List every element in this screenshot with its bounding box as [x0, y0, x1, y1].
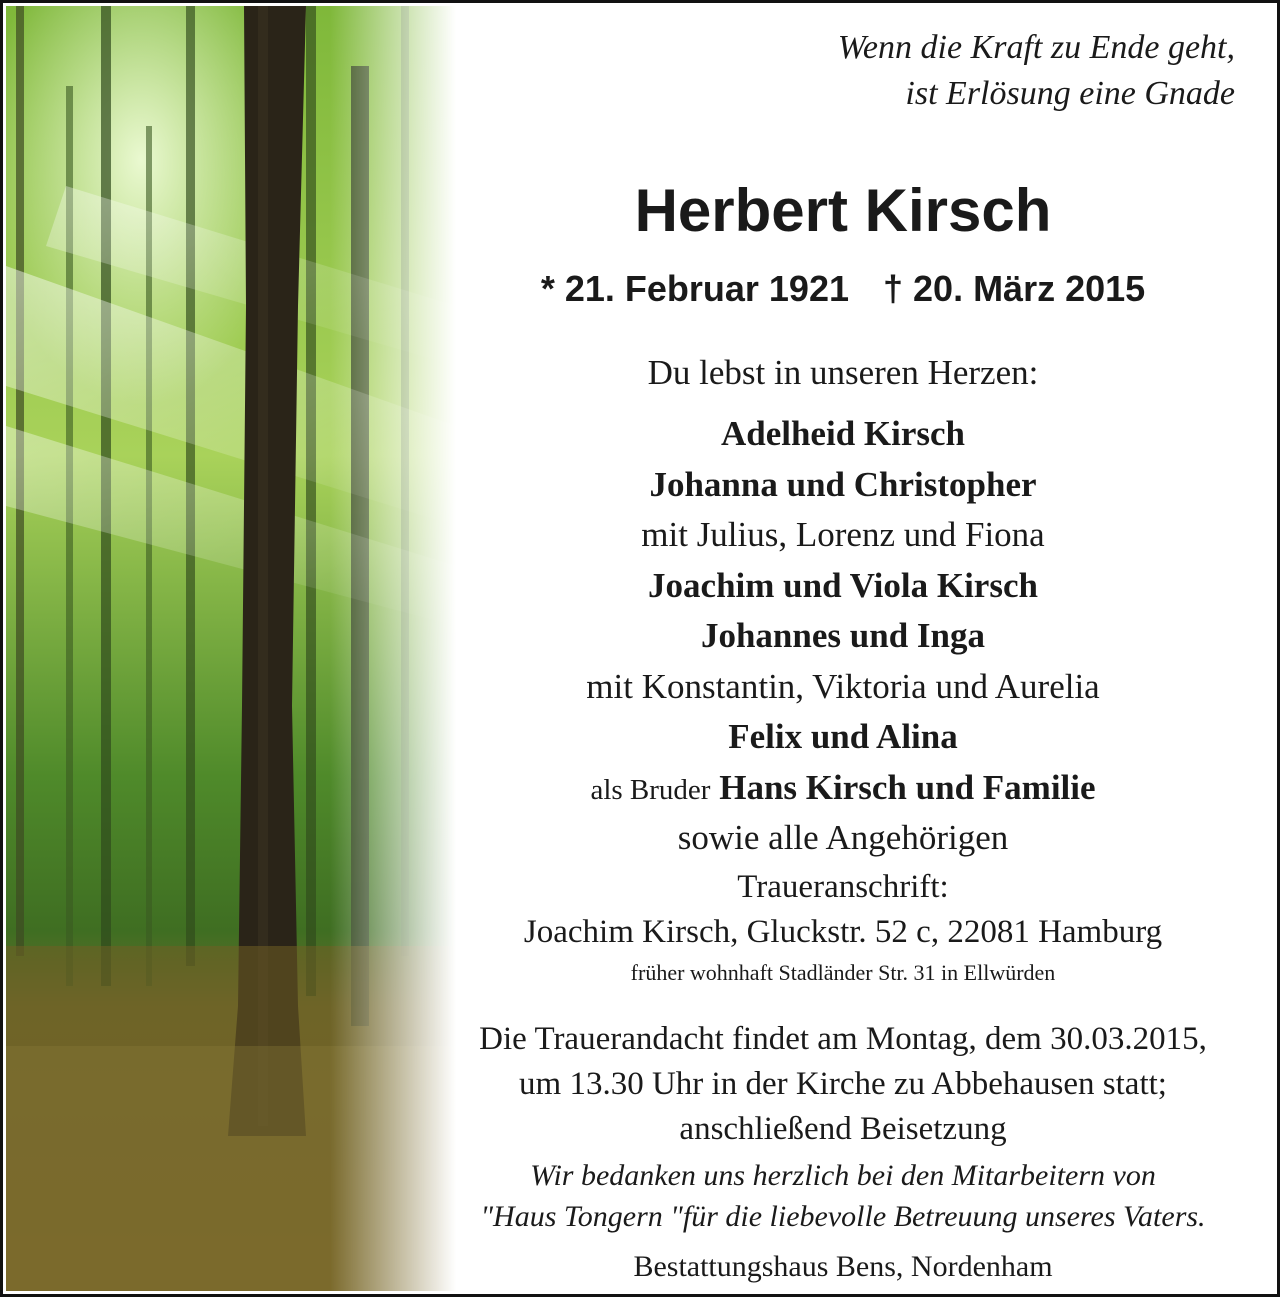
- service-line: Die Trauerandacht findet am Montag, dem 30.03.2015,: [479, 1021, 1207, 1057]
- thanks-line: "Haus Tongern "für die liebevolle Betreuung unseres Vaters.: [480, 1200, 1206, 1233]
- mourner-line: Johannes und Inga: [700, 616, 986, 655]
- mourner-line: sowie alle Angehörigen: [677, 818, 1009, 857]
- motto: [838, 25, 1235, 117]
- service-info: [433, 1017, 1253, 1152]
- address-value: Joachim Kirsch, Gluckstr. 52 c, 22081 Hamburg: [523, 914, 1163, 950]
- mourner-line: [433, 763, 1253, 814]
- deceased-name: Herbert Kirsch: [634, 177, 1052, 244]
- mourning-address: [433, 865, 1253, 955]
- mourner-line: mit Konstantin, Viktoria und Aurelia: [586, 666, 1100, 706]
- brother-prefix: als Bruder: [590, 773, 711, 806]
- mourners-list: [433, 409, 1253, 864]
- mourner-line: Joachim und Viola Kirsch: [648, 565, 1038, 605]
- address-label: Traueranschrift:: [737, 869, 949, 905]
- mourner-line: Adelheid Kirsch: [720, 414, 966, 453]
- funeral-home: Bestattungshaus Bens, Nordenham: [633, 1250, 1053, 1283]
- brother-name: Hans Kirsch und Familie: [719, 767, 1096, 807]
- mourner-line: mit Julius, Lorenz und Fiona: [641, 515, 1045, 554]
- mourner-line: Felix und Alina: [728, 717, 958, 756]
- death-date: † 20. März 2015: [883, 268, 1146, 309]
- birth-date: * 21. Februar 1921: [540, 268, 849, 309]
- forest-photo: [6, 6, 456, 1291]
- mourner-line: Johanna und Christopher: [649, 464, 1037, 504]
- thanks-line: Wir bedanken uns herzlich bei den Mitarbeitern von: [530, 1159, 1156, 1192]
- service-line: um 13.30 Uhr in der Kirche zu Abbehausen statt;: [519, 1066, 1167, 1102]
- thanks-note: [433, 1155, 1253, 1237]
- life-dates: [433, 265, 1253, 313]
- motto-line: Wenn die Kraft zu Ende geht,: [837, 29, 1235, 66]
- service-line: anschließend Beisetzung: [679, 1111, 1007, 1147]
- intro-line: Du lebst in unseren Herzen:: [647, 353, 1039, 392]
- motto-line: ist Erlösung eine Gnade: [905, 75, 1235, 112]
- notice-text: [433, 3, 1253, 1294]
- former-residence: früher wohnhaft Stadländer Str. 31 in Ellwürden: [630, 960, 1056, 985]
